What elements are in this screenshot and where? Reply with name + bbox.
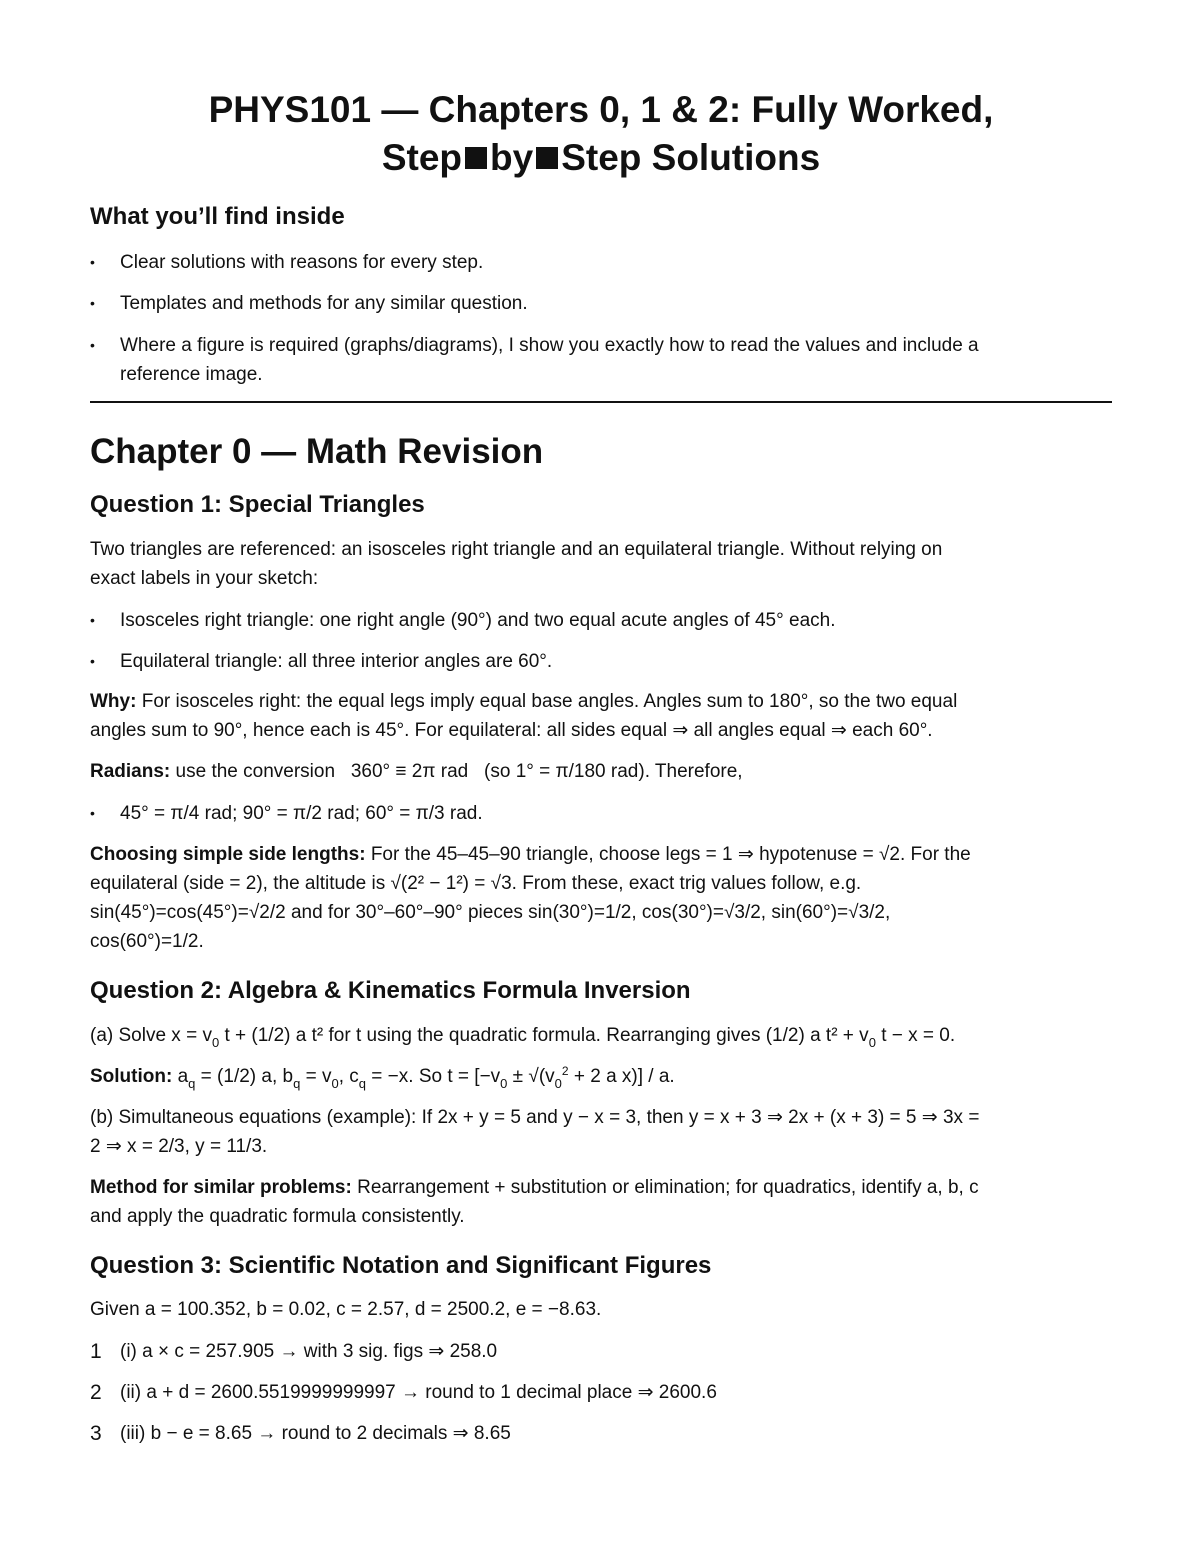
q2-method-line-1: Method for similar problems: Rearrangement + substitution or elimination; for quadratics, identify a, b, c <box>90 1177 979 1198</box>
q1-choose-line-1: Choosing simple side lengths: For the 45–45–90 triangle, choose legs = 1 ⇒ hypotenuse = √2. For the <box>90 844 971 865</box>
q1-paragraph-line-1: Two triangles are referenced: an isosceles right triangle and an equilateral triangle. Without relying on <box>90 539 943 560</box>
q1-bullet-3: 45° = π/4 rad; 90° = π/2 rad; 60° = π/3 rad. <box>120 803 483 824</box>
q3-heading: Question 3: Scientific Notation and Significant Figures <box>90 1252 712 1279</box>
q3-given: Given a = 100.352, b = 0.02, c = 2.57, d = 2500.2, e = −8.63. <box>90 1299 602 1320</box>
q2-solution: Solution: $a_q = (1/2)$ a, $b_q = v_0$, $c_q = -x$. So $t = [-v_0 \pm √(v_0^2 + 2$ a x)] / a. <box>90 1064 675 1091</box>
bullet-icon: • <box>90 295 95 311</box>
intro-bullet-3-cont: reference image. <box>120 364 263 385</box>
intro-bullet-2: Templates and methods for any similar question. <box>120 293 528 314</box>
bullet-icon: • <box>90 612 95 628</box>
intro-bullet-1: Clear solutions with reasons for every step. <box>120 252 484 273</box>
q1-choose-line-3: sin(45°)=cos(45°)=√2/2 and for 30°–60°–90° pieces sin(30°)=1/2, cos(30°)=√3/2, sin(60°)=√3/2, <box>90 902 891 923</box>
q1-choose-line-2: equilateral (side = 2), the altitude is √(2² − 1²) = √3. From these, exact trig values follow, e.g. <box>90 873 862 894</box>
q1-choose-line-4: cos(60°)=1/2. <box>90 931 204 952</box>
q1-paragraph-line-2: exact labels in your sketch: <box>90 568 319 589</box>
title-line-1: PHYS101 — Chapters 0, 1 & 2: Fully Worked, <box>208 89 994 130</box>
q2-part-b-line-1: (b) Simultaneous equations (example): If 2x + y = 5 and y − x = 3, then y = x + 3 ⇒ 2x + (x + 3) = 5 ⇒ 3x = <box>90 1107 980 1128</box>
q1-bullet-1: Isosceles right triangle: one right angle (90°) and two equal acute angles of 45° each. <box>120 610 836 631</box>
list-number: 3 <box>90 1422 102 1445</box>
bullet-icon: • <box>90 653 95 669</box>
missing-glyph-box <box>536 147 558 169</box>
list-number: 1 <box>90 1340 102 1363</box>
q1-why-line-1: Why: For isosceles right: the equal legs imply equal base angles. Angles sum to 180°, so the two equal <box>90 691 958 712</box>
q2-part-a: (a) Solve $x = v_0$ t + (1/2) a t² for t using the quadratic formula. Rearranging gives (1/2) a $t^2 + v_0$ t − x = 0. <box>90 1025 956 1050</box>
q3-item-2: (ii) a + d = 2600.5519999999997 → round to 1 decimal place ⇒ 2600.6 <box>120 1382 717 1403</box>
q3-item-1: (i) a × c = 257.905 → with 3 sig. figs ⇒ 258.0 <box>120 1341 498 1362</box>
q1-why-line-2: angles sum to 90°, hence each is 45°. For equilateral: all sides equal ⇒ all angles equal ⇒ each 60°. <box>90 720 933 741</box>
document-title: PHYS101 — Chapters 0, 1 & 2: Fully Worked, Step by Step Solutions <box>208 89 994 178</box>
intro-bullet-3: Where a figure is required (graphs/diagrams), I show you exactly how to read the values and include a <box>120 335 979 356</box>
q1-bullet-2: Equilateral triangle: all three interior angles are 60°. <box>120 651 553 672</box>
list-number: 2 <box>90 1381 102 1404</box>
q1-radians: Radians: use the conversion 360° ≡ 2π rad (so 1° = π/180 rad). Therefore, <box>90 761 743 782</box>
q2-heading: Question 2: Algebra & Kinematics Formula Inversion <box>90 977 691 1004</box>
chapter-0-heading: Chapter 0 — Math Revision <box>90 432 544 471</box>
horizontal-divider <box>90 401 1112 403</box>
bullet-icon: • <box>90 337 95 353</box>
q1-heading: Question 1: Special Triangles <box>90 491 425 518</box>
bullet-icon: • <box>90 254 95 270</box>
q2-part-b-line-2: 2 ⇒ x = 2/3, y = 11/3. <box>90 1136 268 1157</box>
q2-method-line-2: and apply the quadratic formula consistently. <box>90 1206 465 1227</box>
intro-heading: What you’ll find inside <box>90 203 345 230</box>
missing-glyph-box <box>465 147 487 169</box>
bullet-icon: • <box>90 805 95 821</box>
q3-item-3: (iii) b − e = 8.65 → round to 2 decimals ⇒ 8.65 <box>120 1423 511 1444</box>
